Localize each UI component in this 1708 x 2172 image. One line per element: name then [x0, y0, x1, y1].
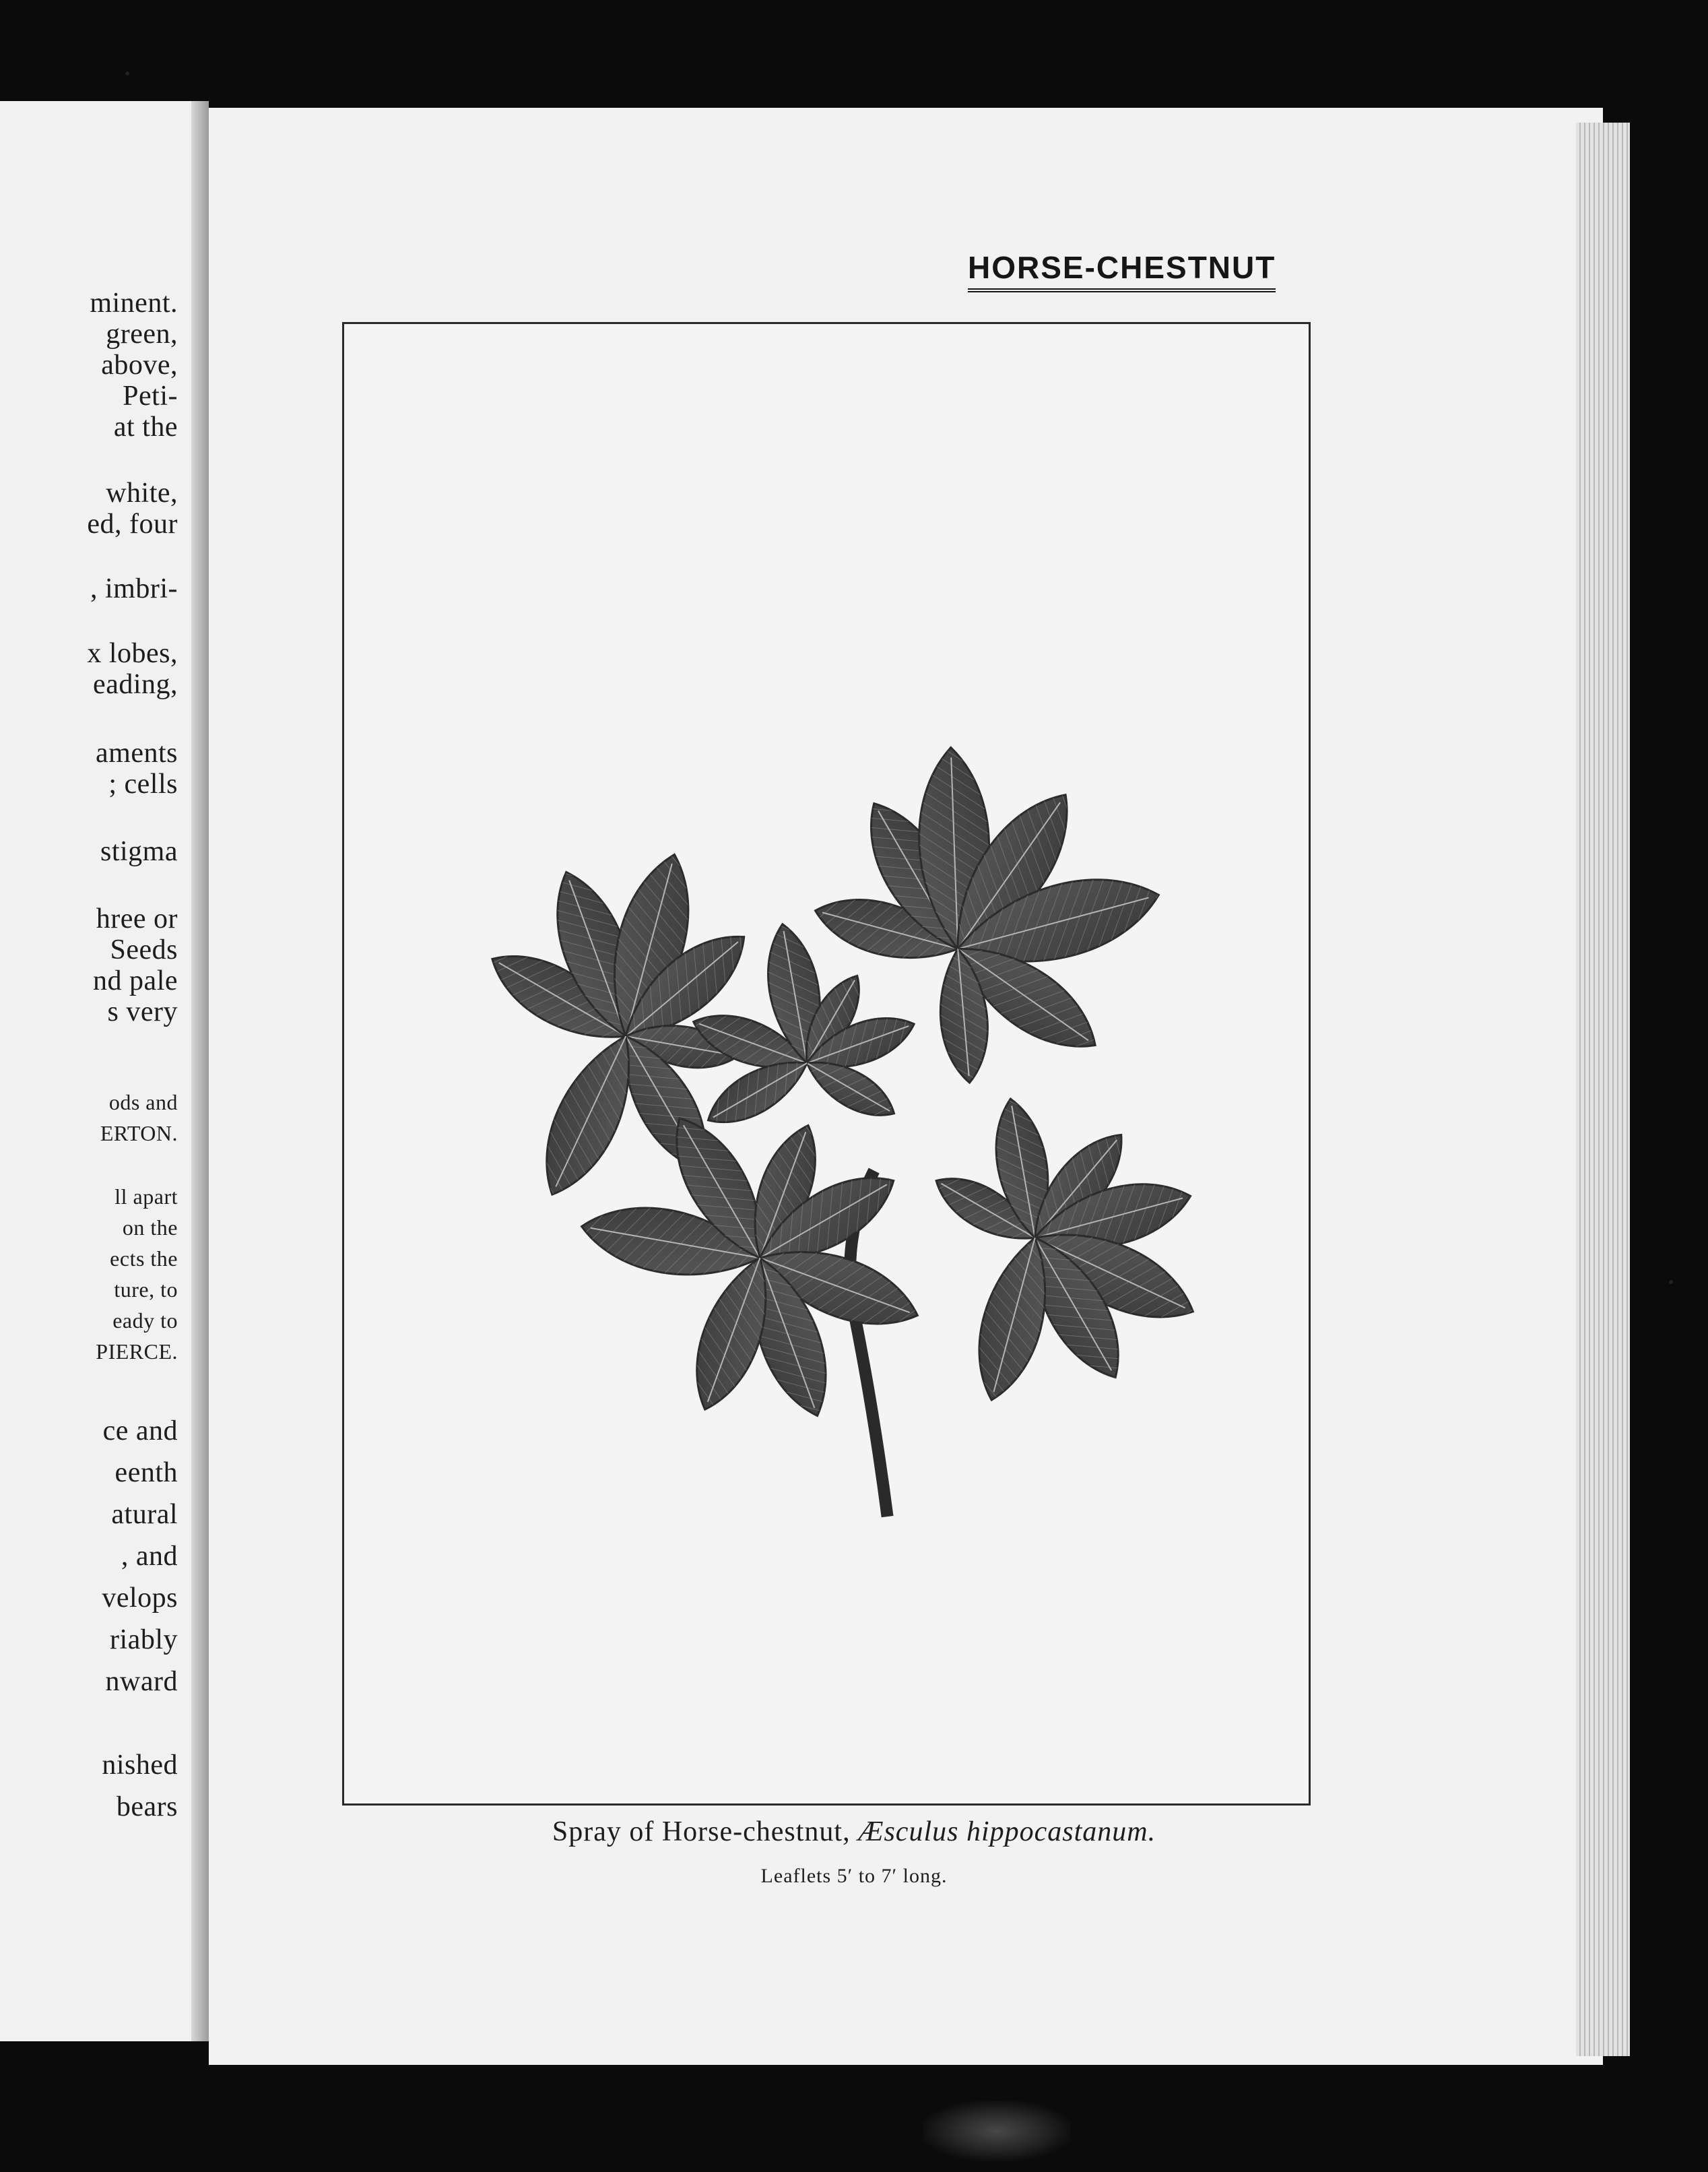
- left-text-line: , imbri-: [90, 573, 178, 604]
- running-head: HORSE-CHESTNUT: [968, 249, 1276, 292]
- left-text-line: nward: [105, 1666, 178, 1697]
- left-text-line: ce and: [102, 1415, 178, 1446]
- left-text-line: eading,: [93, 669, 178, 700]
- palmate-leaf: [577, 1104, 928, 1426]
- plate-caption: [0, 1816, 1708, 1848]
- page-edges: [1576, 123, 1630, 2056]
- palmate-leaf: [926, 1095, 1206, 1408]
- left-text-line: ects the: [110, 1246, 178, 1271]
- left-text-line: nished: [102, 1750, 178, 1781]
- left-text-line: green,: [106, 319, 178, 350]
- left-text-line: , and: [121, 1541, 178, 1572]
- left-text-line: stigma: [100, 836, 178, 867]
- left-text-line: hree or: [96, 903, 178, 934]
- left-text-line: eenth: [114, 1457, 178, 1488]
- left-text-line: aments: [96, 738, 178, 769]
- illustration-plate: [342, 322, 1311, 1806]
- leaf-group: [479, 746, 1206, 1426]
- left-text-line: Seeds: [110, 934, 178, 965]
- caption-prefix: Spray of Horse-chestnut,: [552, 1816, 859, 1847]
- left-text-line: PIERCE.: [96, 1339, 178, 1364]
- left-text-line: bears: [116, 1791, 178, 1822]
- speck: [125, 71, 129, 75]
- left-text-line: riably: [110, 1624, 178, 1655]
- left-text-line: at the: [113, 412, 178, 443]
- left-text-line: Peti-: [123, 381, 178, 412]
- left-text-line: x lobes,: [87, 638, 178, 669]
- left-text-line: ll apart: [114, 1184, 178, 1209]
- left-text-line: ture, to: [114, 1277, 178, 1302]
- speck: [1669, 1280, 1673, 1284]
- left-text-line: nd pale: [93, 965, 178, 996]
- left-text-line: eady to: [112, 1308, 178, 1333]
- left-text-line: minent.: [90, 288, 178, 319]
- book-gutter: [191, 101, 209, 2041]
- left-text-line: s very: [107, 996, 178, 1027]
- left-text-line: ods and: [108, 1090, 178, 1114]
- scientific-name: Æsculus hippocastanum.: [858, 1816, 1156, 1847]
- horse-chestnut-spray-illustration: [344, 324, 1309, 1803]
- left-text-line: velops: [102, 1583, 178, 1614]
- plate-caption-note: Leaflets 5′ to 7′ long.: [760, 1865, 948, 1887]
- dust-specks: [923, 2101, 1071, 2161]
- left-text-line: ; cells: [108, 769, 178, 800]
- left-text-line: ERTON.: [100, 1121, 178, 1145]
- left-text-line: ed, four: [87, 509, 178, 540]
- left-text-line: atural: [111, 1499, 178, 1530]
- left-text-line: above,: [101, 350, 178, 381]
- left-page: [0, 101, 209, 2041]
- left-text-line: on the: [122, 1215, 178, 1240]
- left-text-line: white,: [106, 478, 178, 509]
